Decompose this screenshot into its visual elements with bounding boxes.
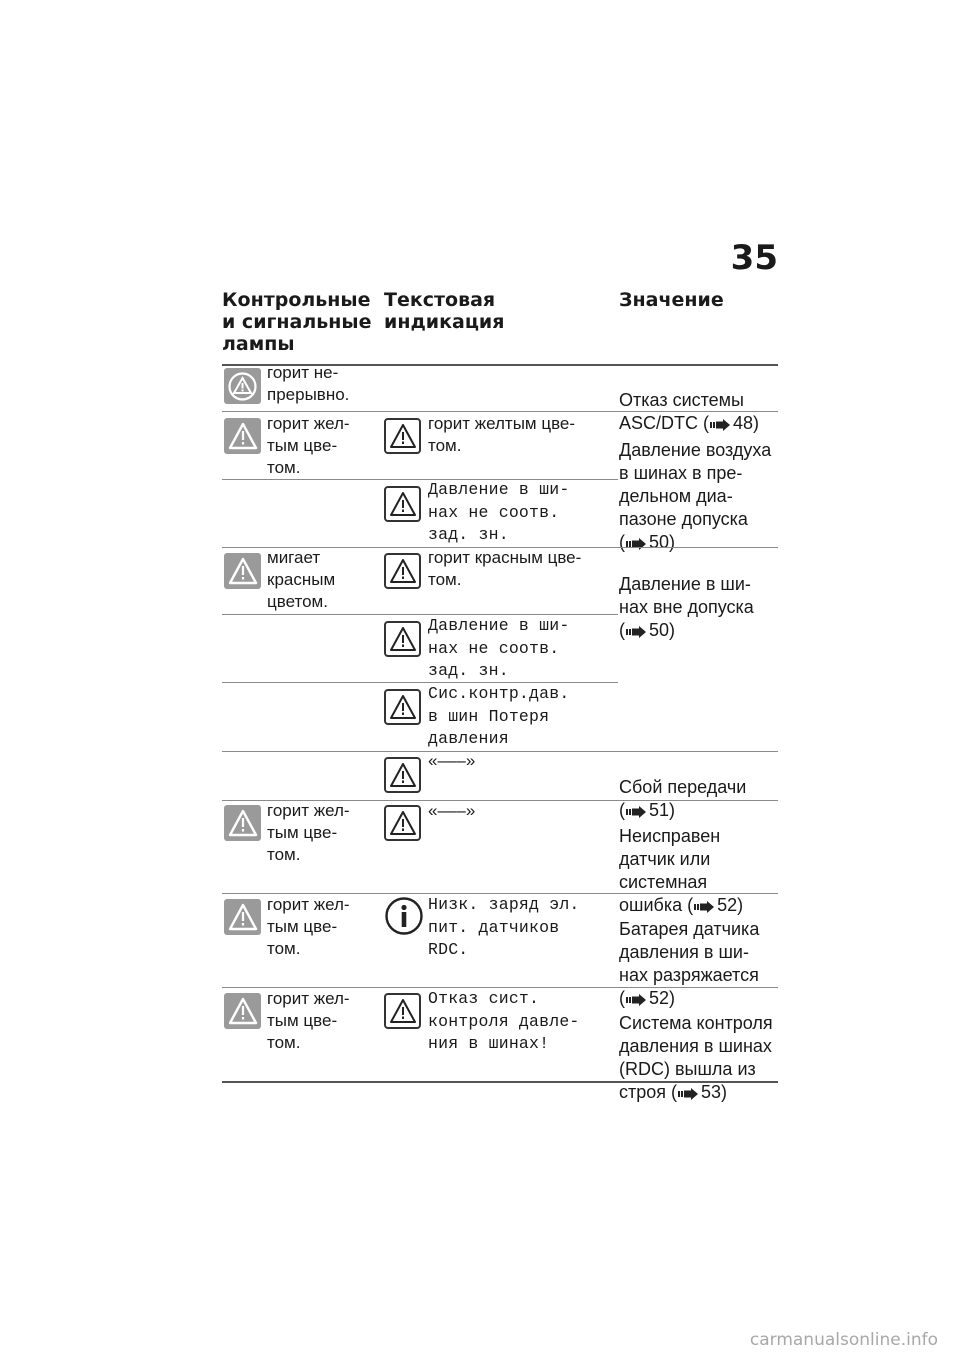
row-6-meaning: Сбой передачи ( 51) — [619, 777, 747, 820]
row-9-lamp-state: горит жел- тым цве- том. — [267, 989, 350, 1052]
row-rule — [222, 751, 778, 752]
row-0-page-ref[interactable]: 48 — [733, 413, 754, 433]
row-7-display-text: «–––» — [428, 801, 476, 820]
general-warning-icon — [224, 418, 261, 454]
table-bottom-rule — [222, 1081, 778, 1083]
info-icon — [384, 896, 424, 936]
row-8-page-ref[interactable]: 52 — [649, 988, 670, 1008]
warning-triangle-icon — [384, 486, 421, 522]
row-1-page-ref[interactable]: 50 — [649, 532, 670, 552]
row-rule — [222, 411, 778, 412]
watermark: carmanualsonline.info — [749, 1330, 938, 1350]
header-meaning: Значение — [619, 289, 724, 311]
row-9-display-text: Отказ сист. контроля давле- ния в шинах! — [428, 989, 580, 1053]
row-0-meaning: Отказ системы ASC/DTC ( 48) — [619, 390, 760, 433]
row-7-lamp-state: горит жел- тым цве- том. — [267, 801, 350, 864]
row-1-meaning: Давление воздуха в шинах в пре- дельном диа- пазоне допуска ( 50) — [619, 440, 772, 552]
row-6-page-ref[interactable]: 51 — [649, 800, 670, 820]
row-0-lamp-state: горит не- прерывно. — [267, 363, 350, 404]
warning-triangle-icon — [384, 553, 421, 589]
row-7-page-ref[interactable]: 52 — [717, 895, 738, 915]
row-6-display-text: «–––» — [428, 751, 476, 770]
page-ref-icon — [626, 538, 646, 550]
row-8-lamp-state: горит жел- тым цве- том. — [267, 895, 350, 958]
warning-triangle-icon — [384, 689, 421, 725]
row-3-page-ref[interactable]: 50 — [649, 620, 670, 640]
row-4-display-text: Давление в ши- нах не соотв. зад. зн. — [428, 616, 570, 680]
warning-triangle-icon — [384, 993, 421, 1029]
general-warning-icon — [224, 553, 261, 589]
page-ref-icon — [678, 1088, 698, 1100]
row-1-display-text: горит желтым цве- том. — [428, 414, 576, 455]
page-number: 35 — [730, 238, 778, 278]
header-lamps: Контрольные и сигнальные лампы — [222, 289, 372, 355]
warning-triangle-icon — [384, 418, 421, 454]
warning-triangle-icon — [384, 621, 421, 657]
row-8-meaning: Батарея датчика давления в ши- нах разряжается ( 52) — [619, 919, 760, 1008]
warning-triangle-icon — [384, 805, 421, 841]
warning-triangle-icon — [384, 757, 421, 793]
row-3-meaning: Давление в ши- нах вне допуска ( 50) — [619, 574, 754, 640]
general-warning-icon — [224, 899, 261, 935]
row-1-lamp-state: горит жел- тым цве- том. — [267, 414, 350, 477]
page-ref-icon — [626, 626, 646, 638]
general-warning-icon — [224, 805, 261, 841]
asc-dtc-warning-icon — [224, 368, 261, 404]
row-8-display-text: Низк. заряд эл. пит. датчиков RDC. — [428, 895, 580, 959]
general-warning-icon — [224, 993, 261, 1029]
row-9-meaning: Система контроля давления в шинах (RDC) вышла из строя ( 53) — [619, 1013, 773, 1102]
row-3-display-text: горит красным цве- том. — [428, 548, 582, 589]
row-3-lamp-state: мигает красным цветом. — [267, 548, 336, 611]
row-7-meaning: Неисправен датчик или системная ошибка ( 52) — [619, 826, 744, 915]
row-2-display-text: Давление в ши- нах не соотв. зад. зн. — [428, 480, 570, 544]
row-9-page-ref[interactable]: 53 — [701, 1082, 722, 1102]
row-5-display-text: Сис.контр.дав. в шин Потеря давления — [428, 684, 570, 748]
header-text-display: Текстовая индикация — [384, 289, 505, 333]
